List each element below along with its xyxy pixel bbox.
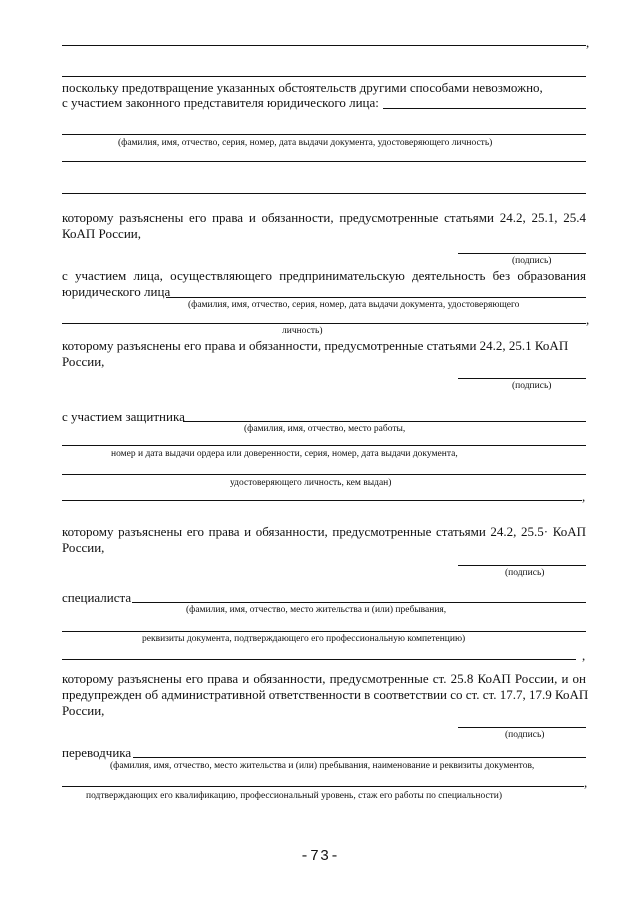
blank-line <box>62 474 586 475</box>
blank-line <box>62 659 576 660</box>
field-caption: удостоверяющего личность, кем выдан) <box>230 478 392 488</box>
signature-caption: (подпись) <box>512 256 552 266</box>
paragraph-text: России, <box>62 703 105 718</box>
blank-line <box>62 76 586 77</box>
paragraph-text: с участием законного представителя юридического лица: <box>62 95 379 110</box>
blank-line <box>183 421 586 422</box>
paragraph-text: переводчика <box>62 745 132 760</box>
blank-line <box>62 161 586 162</box>
page-number: -73- <box>300 848 341 865</box>
blank-line <box>132 602 586 603</box>
blank-line <box>383 108 586 109</box>
field-caption: (фамилия, имя, отчество, место жительства и (или) пребывания, <box>186 605 447 615</box>
signature-line <box>458 727 586 728</box>
comma: , <box>584 775 588 790</box>
field-caption: личность) <box>282 326 323 336</box>
field-caption: (фамилия, имя, отчество, место жительства и (или) пребывания, наименование и реквизиты документов, <box>110 761 535 771</box>
paragraph-text: которому разъяснены его права и обязанности, предусмотренные статьями 24.2, 25.1, 25.4 <box>62 210 586 225</box>
signature-caption: (подпись) <box>505 730 545 740</box>
blank-line <box>133 757 586 758</box>
field-caption: (фамилия, имя, отчество, серия, номер, дата выдачи документа, удостоверяющего <box>188 300 520 310</box>
blank-line <box>62 193 586 194</box>
blank-line <box>62 323 586 324</box>
paragraph-text: поскольку предотвращение указанных обстоятельств другими способами невозможно, <box>62 80 543 95</box>
comma: , <box>586 312 590 327</box>
field-caption: номер и дата выдачи ордера или доверенности, серия, номер, дата выдачи документа, <box>111 449 458 459</box>
paragraph-text: с участием защитника <box>62 409 185 424</box>
signature-caption: (подпись) <box>505 568 545 578</box>
paragraph-text: России, <box>62 540 105 555</box>
comma: , <box>582 489 586 504</box>
blank-line <box>62 445 586 446</box>
comma: , <box>586 35 590 50</box>
paragraph-text: с участием лица, осуществляющего предпринимательскую деятельность без образования <box>62 268 586 283</box>
blank-line <box>62 500 582 501</box>
field-caption: (фамилия, имя, отчество, серия, номер, дата выдачи документа, удостоверяющего личность) <box>118 138 493 148</box>
paragraph-text: которому разъяснены его права и обязанности, предусмотренные статьями 24.2, 25.1 КоАП <box>62 338 569 353</box>
field-caption: реквизиты документа, подтверждающего его профессиональную компетенцию) <box>142 634 466 644</box>
blank-line <box>166 297 586 298</box>
blank-line <box>62 134 586 135</box>
comma: , <box>582 648 586 663</box>
paragraph-text: России, <box>62 354 105 369</box>
paragraph-text: специалиста <box>62 590 132 605</box>
signature-caption: (подпись) <box>512 381 552 391</box>
signature-line <box>458 253 586 254</box>
blank-line <box>62 631 586 632</box>
paragraph-text: КоАП России, <box>62 226 141 241</box>
paragraph-text: которому разъяснены его права и обязанности, предусмотренные ст. 25.8 КоАП России, и он <box>62 671 586 686</box>
paragraph-text: которому разъяснены его права и обязанности, предусмотренные статьями 24.2, 25.5· КоАП <box>62 524 586 539</box>
paragraph-text: предупрежден об административной ответственности в соответствии со ст. ст. 17.7, 17.9 КоАП <box>62 687 589 702</box>
blank-line <box>62 786 584 787</box>
blank-line <box>62 45 586 46</box>
signature-line <box>458 378 586 379</box>
signature-line <box>458 565 586 566</box>
field-caption: (фамилия, имя, отчество, место работы, <box>244 424 406 434</box>
paragraph-text: юридического лица <box>62 284 171 299</box>
field-caption: подтверждающих его квалификацию, профессиональный уровень, стаж его работы по специальности) <box>86 791 503 801</box>
